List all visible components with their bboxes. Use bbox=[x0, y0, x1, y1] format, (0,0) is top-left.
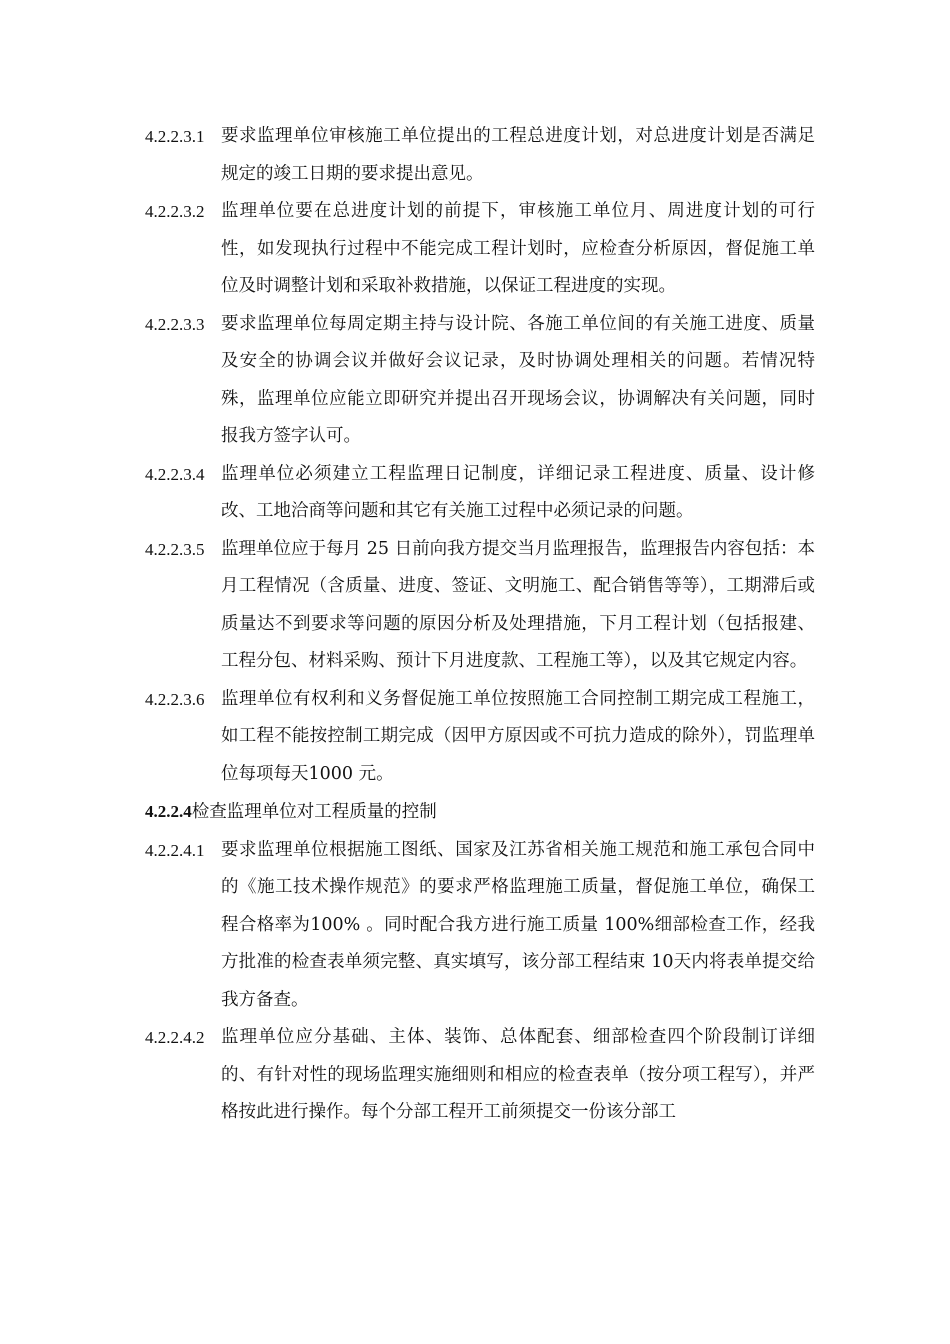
document-body bbox=[145, 118, 815, 1132]
clause-number: 4.2.2.3.1 bbox=[145, 127, 205, 146]
clause-4-2-2-4-1 bbox=[145, 832, 815, 1020]
clause-text: 监理单位必须建立工程监理日记制度，详细记录工程进度、质量、设计修改、工地洽商等问题和其它有关施工过程中必须记录的问题。 bbox=[221, 463, 815, 521]
clause-4-2-2-4-2 bbox=[145, 1019, 815, 1132]
clause-4-2-2-3-2 bbox=[145, 193, 815, 306]
clause-4-2-2-3-1 bbox=[145, 118, 815, 193]
clause-number: 4.2.2.3.2 bbox=[145, 202, 205, 221]
heading-number: 4.2.2.4 bbox=[145, 802, 192, 821]
heading-text: 检查监理单位对工程质量的控制 bbox=[191, 802, 437, 822]
clause-text: 监理单位有权利和义务督促施工单位按照施工合同控制工期完成工程施工，如工程不能按控制工期完成（因甲方原因或不可抗力造成的除外），罚监理单位每项每天1000 元。 bbox=[221, 688, 815, 784]
clause-number: 4.2.2.4.1 bbox=[145, 840, 205, 860]
clause-text: 要求监理单位每周定期主持与设计院、各施工单位间的有关施工进度、质量及安全的协调会议并做好会议记录，及时协调处理相关的问题。若情况特殊，监理单位应能立即研究并提出召开现场会议，协调解决有关问题，同时报我方签字认可。 bbox=[221, 313, 815, 446]
clause-text: 要求监理单位根据施工图纸、国家及江苏省相关施工规范和施工承包合同中的《施工技术操作规范》的要求严格监理施工质量，督促施工单位，确保工程合格率为100% 。同时配合我方进行施工质量 100%细部检查工作，经我方批准的检查表单须完整、真实填写，该分部工程结束 10天内将表单提交给我方备查。 bbox=[221, 839, 815, 1010]
clause-text: 监理单位应于每月 25 日前向我方提交当月监理报告，监理报告内容包括：本月工程情况（含质量、进度、签证、文明施工、配合销售等等），工期滞后或质量达不到要求等问题的原因分析及处理措施，下月工程计划（包括报建、工程分包、材料采购、预计下月进度款、工程施工等），以及其它规定内容。 bbox=[221, 538, 815, 671]
clause-number: 4.2.2.3.6 bbox=[145, 689, 205, 709]
section-heading bbox=[145, 793, 815, 832]
clause-text: 要求监理单位审核施工单位提出的工程总进度计划，对总进度计划是否满足规定的竣工日期的要求提出意见。 bbox=[221, 126, 815, 184]
clause-number: 4.2.2.3.4 bbox=[145, 464, 205, 484]
clause-number: 4.2.2.3.5 bbox=[145, 539, 205, 559]
clause-number: 4.2.2.4.2 bbox=[145, 1028, 205, 1047]
clause-number: 4.2.2.3.3 bbox=[145, 314, 205, 334]
clause-4-2-2-3-5 bbox=[145, 531, 815, 681]
clause-4-2-2-3-4 bbox=[145, 456, 815, 531]
clause-4-2-2-3-6 bbox=[145, 681, 815, 794]
clause-text: 监理单位应分基础、主体、装饰、总体配套、细部检查四个阶段制订详细的、有针对性的现场监理实施细则和相应的检查表单（按分项工程写），并严格按此进行操作。每个分部工程开工前须提交一份该分部工 bbox=[221, 1027, 815, 1122]
clause-4-2-2-3-3 bbox=[145, 306, 815, 456]
clause-text: 监理单位要在总进度计划的前提下，审核施工单位月、周进度计划的可行性，如发现执行过程中不能完成工程计划时，应检查分析原因，督促施工单位及时调整计划和采取补救措施，以保证工程进度的实现。 bbox=[221, 201, 815, 296]
